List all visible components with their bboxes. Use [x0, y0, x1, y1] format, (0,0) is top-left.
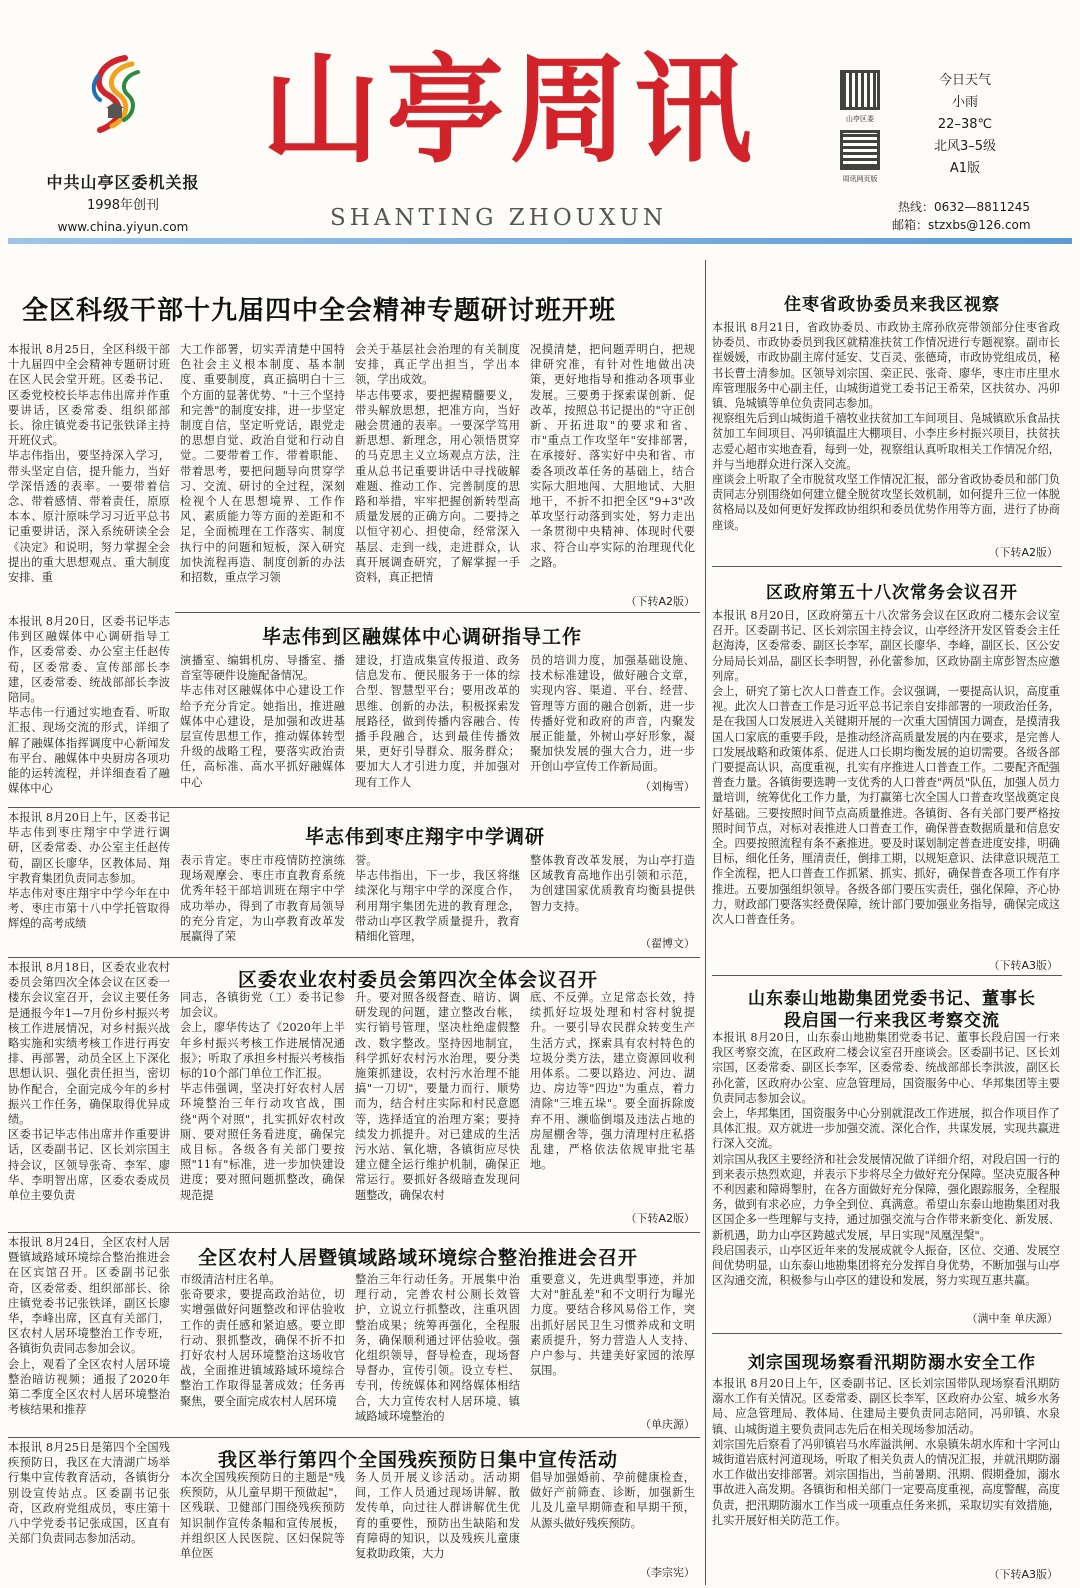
masthead: [0, 0, 1080, 250]
headline-r4: 刘宗国现场察看汛期防溺水安全工作: [748, 1353, 1036, 1373]
qr-code-1-caption: 山亭区委: [846, 115, 874, 123]
edition-number: A1版: [949, 161, 981, 176]
a6-col1: 本报讯 8月25日是第四个全国残疾预防日，我区在大清湖广场举行集中宣传教育活动，各镇街分别设宣传站点。区委副书记张奇，区政府党组成员，枣庄第十八中学党委书记张成国，区直有关部门负责同志参加活动。: [8, 1441, 170, 1546]
a6-col4: 倡导加强婚前、孕前健康检查，做好产前筛查、诊断，加强新生儿及儿童早期筛查和早期干预，从源头做好残疾预防。: [530, 1471, 695, 1530]
headline-a6: 我区举行第四个全国残疾预防日集中宣传活动: [218, 1449, 619, 1471]
headline-a5: 全区农村人居暨镇域路域环境综合整治推进会召开: [198, 1247, 639, 1269]
divider-a4: [8, 1232, 700, 1233]
website-link[interactable]: www.china.yiyun.com: [57, 220, 189, 234]
masthead-title: 山亭周讯: [262, 40, 759, 179]
email[interactable]: 邮箱：stzxbs@126.com: [892, 218, 1031, 232]
a5-col3: 整治三年行动任务。开展集中治理行动，完善农村公厕长效管护，立说立行抓整改，注重巩固整治成果；统筹再强化，全程服务，确保顺利通过评估验收。强化组织领导，督导检查，现场督导督办，宣传引领。设立专栏、专刊，传统媒体和网络媒体相结合，大力宣传农村人居环境、镇域路域环境整治的: [355, 1273, 520, 1423]
masthead-rule: [8, 238, 1072, 244]
divider-a5: [8, 1437, 700, 1438]
r1-body: 本报讯 8月21日，省政协委员、市政协主席孙欣亮带领部分住枣省政协委员、市政协委员到我区就精准扶贫工作情况进行专题视察。副市长崔媛媛，市政协副主席付延安、艾百灵、张德琦，市政协党组成员，秘书长曹士清参加。区领导刘宗国、栾正民、张奇、廖华，枣庄市庄里水库管理服务中心副主任，山城街道党工委书记王希荣，区扶贫办、冯卯镇、凫城镇等单位负责同志参加。 视察组先后到山城街道千禧牧业扶贫加工车间项目、凫城镇欧乐食品扶贫加工车间项目、冯卯镇温庄大棚项目、小李庄乡村振兴项目，扶贫扶志爱心超市实地查看，每到一处，视察组认真听取相关工作情况介绍，并与当地群众进行深入交流。 座谈会上听取了全市脱贫攻坚工作情况汇报，部分省政协委员和部门负责同志分别围绕如何建立健全脱贫攻坚长效机制，如何提升三位一体脱贫格局以及如何更好发挥政协组织和委员优势作用等方面，进行了协商座谈。: [712, 321, 1060, 532]
r3-credit: （满中奎 单庆源）: [966, 1312, 1058, 1325]
divider-a3: [8, 957, 700, 958]
headline-r3-line2: 段启国一行来我区考察交流: [784, 1011, 1000, 1031]
a6-credit: （李宗宪）: [640, 1566, 695, 1579]
divider-r1: [712, 566, 1062, 567]
a3-col4: 整体教育改革发展，为山亭打造区域教育高地作出引领和示范，为创建国家优质教育均衡县提供智力支持。: [530, 854, 695, 913]
a4-col2: 同志，各镇街党（工）委书记参加会议。 会上，廖华传达了《2020年上半年乡村振兴考核工作进展情况通报》；听取了承担乡村振兴考核指标的10个部门单位工作汇报。 毕志伟强调，坚决打好农村人居环境整治三年行动攻官战，围绕"两个对照"，扎实抓好农村改厕、要对照任务看进度，确保完成目标。各级各有关部门要按照"11有"标准，进一步加快建设进度；要对照问题抓整改，确保规范提: [180, 991, 345, 1202]
a2-col4: 员的培训力度，加强基础设施、技术标准建设，做好融合文章，实现内容、渠道、平台、经营、管理等方面的融合创新，进一步传播好党和政府的声音，内聚发展正能量，外树山亭好形象，凝聚加快发展的强大合力，进一步开创山亭宣传工作新局面。: [530, 654, 695, 774]
a5-col1: 本报讯 8月24日，全区农村人居暨镇域路域环境综合整治推进会在区宾馆召开。区委副书记张奇，区委常委、组织部部长、徐庄镇党委书记张铁译，副区长廖华，李峰出席，区直有关部门，区农村人居环境整治工作专班，各镇街负责同志参加会议。 会上，观看了全区农村人居环境整治暗访视频；通报了2020年第二季度全区农村人居环境整治考核结果和推荐: [8, 1236, 170, 1417]
r2-body: 本报讯 8月20日，区政府第五十八次常务会议在区政府二楼东会议室召开。区委副书记、区长刘宗国主持会议，山亭经济开发区管委会主任赵海涛，区委常委、副区长李军，副区长廖华、李峰，副区长、区公安分局局长刘品，副区长李明智，孙化蕾参加，区政协副主席彭智杰应邀列席。 会上，研究了第七次人口普查工作。会议强调，一要提高认识，高度重视。此次人口普查工作是习近平总书记亲自安排部署的一项政治任务，是在我国人口发展进入关键期开展的一次重大国情国力调查，是摸清我国人口家底的重要手段，是推动经济高质量发展的内在要求，是完善人口发展战略和政策体系、促进人口长期均衡发展的迫切需要。各级各部门要提高认识，高度重视，扎实有序推进人口普查工作。二要配齐配强普查力量。各镇街要选聘一支优秀的人口普查"两员"队伍，加强人员力量培训，统筹优化工作力量，为打赢第七次全国人口普查攻坚战奠定良好基础。三要按照时间节点高质量推进。各镇街、各有关部门要严格按照时间节点，对标对表推进人口普查工作，确保普查数据质量和信息安全。四要按照流程有条不紊推进。要及时谋划制定普查进度安排，明确目标，细化任务，厘清责任，倒排工期，以规矩意识、法律意识规范工作全流程，把人口普查工作抓紧、抓实、抓好，确保普查各项工作有序推进。五要加强组织领导。各级各部门要压实责任，强化保障，齐心协力，财政部门要落实经费保障，统计部门要加强业务指导，确保完成这次人口普查任务。: [712, 609, 1060, 927]
headline-a4: 区委农业农村委员会第四次全体会议召开: [238, 969, 599, 991]
a4-credit: （下转A2版）: [625, 1212, 695, 1225]
a5-credit: （单庆源）: [640, 1418, 695, 1431]
headline-a2: 毕志伟到区融媒体中心调研指导工作: [262, 626, 583, 648]
r3-body: 本报讯 8月20日，山东泰山地勘集团党委书记、董事长段启国一行来我区考察交流，在区政府二楼会议室召开座谈会。区委副书记、区长刘宗国，区委常委、副区长李军，区委常委、统战部部长李洪波，副区长孙化蕾，区政府办公室、应急管理局，国资服务中心、华邦集团等主要负责同志参加会议。 会上，华邦集团，国资服务中心分别就混改工作进展，拟合作项目作了具体汇报。双方就进一步加强交流、深化合作，共谋发展，实现共赢进行深入交流。 刘宗国从我区主要经济和社会发展情况做了详细介绍，对段启国一行的到来表示热烈欢迎，并表示下步将尽全力做好充分保障。坚决克服各种不利因素和障碍掣肘，在各方面做好充分保障，强化跟踪服务，全程服务，做到有求必应，力争全到位、真满意。希望山东泰山地勘集团对我区国企多一些理解与支持，通过加强交流与合作带来新变化、新发展、新机遇，助力山亭区跨越式发展，早日实现"凤凰涅槃"。 段启国表示，山亭区近年来的发展成就令人振奋，区位、交通、发展空间优势明显，山东泰山地勘集团将充分发挥自身优势，不断加强与山亭区沟通交流，积极参与山亭区的建设和发展，努力实现互惠共赢。: [712, 1031, 1060, 1288]
a1-col4: 况摸清楚，把问题弄明白，把规律研究准，有针对性地做出决策，更好地指导和推动各项事业发展。三要勇于探索谋创新、促改革，按照总书记提出的"守正创新、开拓进取"的要求和省、市"重点工作攻坚年"安排部署，在承接好、落实好中央和省、市委各项改革任务的基础上，结合实际大胆地闯、大胆地试、大胆地干，不折不扣把全区"9+3"改革攻坚行动落到实处，努力走出一条贯彻中央精神、体现时代要求、符合山亭实际的治理现代化之路。: [530, 343, 695, 569]
a5-col4: 重要意义，先进典型事迹，并加大对"脏乱差"和不文明行为曝光力度。要结合移风易俗工作，突出抓好居民卫生习惯养成和文明素质提升，努力营造人人支持、户户参与、共建美好家园的浓厚氛围。: [530, 1273, 695, 1378]
a2-col3: 建设，打造成集宣传报道、政务信息发布、便民服务于一体的综合型、智慧型平台；要用改革的思维、创新的办法，积极探索发展路径，做到传播内容融合、传播手段融合，达到最佳传播效果，更好引导群众、服务群众；要加大人才引进力度，并加强对现有工作人: [355, 654, 520, 789]
r4-credit: （下转A3版）: [988, 1568, 1058, 1581]
headline-r3-line1: 山东泰山地勘集团党委书记、董事长: [748, 989, 1036, 1009]
a3-col2: 表示肯定。枣庄市疫情防控演练现场观摩会、枣庄市直教育系统优秀年轻干部培训班在翔宇中学成功举办，得到了市教育局领导的充分肯定，为山亭教育改革发展赢得了荣: [180, 854, 345, 944]
a4-col3: 升。要对照各级督查、暗访、调研发现的问题，建立整改台帐，实行销号管理，坚决杜绝虚假整改、数字整改。坚持因地制宜，科学抓好农村污水治理，要分类施策抓建设，农村污水治理不能搞"一刀切"，要量力而行、顺势而为，结合村庄实际和村民意愿等，选择适宜的治理方案；要持续发力抓提升。对已建成的生活污水站、氧化塘，各镇街应尽快建立健全运行维护机制，确保正常运行。要抓好各级暗查发现问题整改，确保农村: [355, 991, 520, 1202]
a1-col2: 大工作部署，切实弄清楚中国特色社会主义根本制度、基本制度、重要制度，真正搞明白十三个方面的显著优势、"十三个坚持和完善"的制度安排，进一步坚定制度自信，坚定听党话，跟党走的思想自觉、政治自觉和行动自觉。二要带着工作、带着职能、带着思考，要把问题导向贯穿学习、交流、研讨的全过程，深刻检视个人在思想境界、工作作风、素质能力等方面的差距和不足，全面梳理在工作落实、制度执行中的问题和短板，深入研究加快流程再造、制度创新的办法和招数，重点学习领: [180, 343, 345, 585]
r2-credit: （下转A3版）: [988, 959, 1058, 972]
weather-condition: 小雨: [951, 95, 978, 110]
a3-col3: 誉。 毕志伟指出，下一步，我区将继续深化与翔宇中学的深度合作，利用翔宇集团先进的教育理念，带动山亭区教学质量提升，教育精细化管理，: [355, 854, 520, 944]
newspaper-logo-icon: [70, 50, 160, 140]
org-name: 中共山亭区委机关报: [46, 173, 200, 192]
divider-main-right: [705, 260, 706, 1585]
founded-year: 1998年创刊: [86, 198, 160, 213]
weather-temperature: 22–38℃: [937, 117, 993, 132]
a6-col3: 务人员开展义诊活动。活动期间，工作人员通过现场讲解、散发传单，向过往人群讲解优生优育的重要性，预防出生缺陷和发育障碍的知识，以及残疾儿童康复救助政策，大力: [355, 1471, 520, 1561]
qr-code-1[interactable]: [840, 70, 880, 110]
weather-wind: 北风3–5级: [933, 139, 997, 154]
divider-r2: [712, 975, 1062, 976]
divider-a1: [175, 612, 700, 613]
divider-a2: [8, 807, 700, 808]
a4-col4: 底、不反弹。立足常态长效，持续抓好垃圾处理和村容村貌提升。一要引导农民群众转变生产生活方式，探索具有农村特色的垃圾分类方法，建立资源回收利用体系。二要以路边、河边、湖边、房边等"四边"为重点，着力清除"三堆五垛"。要全面拆除废弃不用、濒临倒塌及违法占地的房屋棚舍等，强力清理村庄私搭乱建，严格依法依规审批宅基地。: [530, 991, 695, 1172]
masthead-pinyin: SHANTING ZHOUXUN: [330, 205, 667, 231]
qr-code-2-caption: 周讯网页版: [842, 175, 878, 183]
a3-col1: 本报讯 8月20日上午，区委书记毕志伟到枣庄翔宇中学进行调研，区委常委、办公室主任赵传荀，副区长廖华，区教体局、翔宇教育集团负责同志参加。 毕志伟对枣庄翔宇中学今年在中考、枣庄市第十八中学托管取得辉煌的高考成绩: [8, 811, 170, 931]
qr-code-2[interactable]: [840, 130, 880, 170]
headline-r1: 住枣省政协委员来我区视察: [784, 295, 1000, 315]
weather-box: [915, 70, 1015, 180]
weather-label: 今日天气: [938, 73, 991, 88]
a5-col2: 市级清洁村庄名单。 张奇要求，要提高政治站位，切实增强做好问题整改和评估验收工作的责任感和紧迫感。要立即行动、狠抓整改，确保不折不扣打好农村人居环境整治这场收官战，全面推进镇域路域环境综合整治工作取得显著成效；任务再聚焦，要全面完成农村人居环境: [180, 1273, 345, 1408]
headline-r2: 区政府第五十八次常务会议召开: [766, 583, 1018, 603]
a2-col1: 本报讯 8月20日，区委书记毕志伟到区融媒体中心调研指导工作，区委常委、办公室主任赵传荀，区委常委、宣传部部长李建，区委常委、统战部部长李波陪同。 毕志伟一行通过实地查看、听取汇报、现场交流的形式，详细了解了融媒体指挥调度中心新闻发布平台、融媒体中央厨房各项功能的运转流程，并详细查看了融媒体中心: [8, 615, 170, 796]
r1-credit: （下转A2版）: [988, 546, 1058, 559]
a1-col1: 本报讯 8月25日，全区科级干部十九届四中全会精神专题研讨班在区人民会堂开班。区委书记、区委党校校长毕志伟出席并作重要讲话，区委常委、组织部部长、徐庄镇党委书记张铁译主持开班仪式。 毕志伟指出，要坚持深入学习，带头坚定自信，提升能力，当好学深悟透的表率。一要带着信念、带着感情、带着责任，原原本本、原汁原味学习习近平总书记重要讲话，深入系统研读全会《决定》和说明，努力掌握全会提出的重大思想观点、重大制度安排、重: [8, 343, 170, 585]
headline-a1: 全区科级干部十九届四中全会精神专题研讨班开班: [22, 296, 617, 326]
headline-a3: 毕志伟到枣庄翔宇中学调研: [305, 826, 546, 848]
hotline: 热线：0632—8811245: [898, 200, 1030, 214]
a2-credit: （刘梅雪）: [640, 780, 695, 793]
a3-credit: （翟博文）: [640, 937, 695, 950]
divider-r3: [712, 1333, 1062, 1334]
a4-col1: 本报讯 8月18日，区委农业农村委员会第四次全体会议在区委一楼东会议室召开，会议主要任务是通报今年1—7月份乡村振兴考核工作进展情况，对乡村振兴战略实施和实绩考核工作进行再安排、再部署，动员全区上下深化思想认识、强化责任担当，密切协作配合，全面完成今年的乡村振兴工作任务，确保取得优异成绩。 区委书记毕志伟出席并作重要讲话，区委副书记、区长刘宗国主持会议，区领导张奇、李军、廖华、李明智出席，区委农委成员单位主要负责: [8, 961, 170, 1203]
a1-credit: （下转A2版）: [625, 595, 695, 608]
a2-col2: 演播室、编辑机房、导播室、播音室等硬件设施配备情况。 毕志伟对区融媒体中心建设工作给予充分肯定。她指出，推进融媒体中心建设，是加强和改进基层宣传思想工作，推动媒体转型升级的战略工程，要落实政治责任，高标准、高水平抓好融媒体中心: [180, 654, 345, 789]
a6-col2: 本次全国残疾预防日的主题是"残疾预防，从儿童早期干预做起"，区残联、卫健部门围绕残疾预防知识制作宣传条幅和宣传展板，并组织区人民医院、区妇保院等单位医: [180, 1471, 345, 1561]
a1-col3: 会关于基层社会治理的有关制度安排，真正学出担当，学出本领，学出成效。 毕志伟要求，要把握精髓要义，带头解放思想，把准方向，当好融会贯通的表率。一要深学笃用新思想、新理念，用心领悟贯穿的马克思主义立场观点方法，注重从总书记重要讲话中寻找破解难题、推动工作、完善制度的思路和举措，牢牢把握创新转型高质量发展的正确方向。二要持之以恒守初心、担使命，经常深入基层、走到一线，走进群众，认真开展调查研究，了解掌握一手资料，真正把情: [355, 343, 520, 585]
r4-body: 本报讯 8月20日上午，区委副书记、区长刘宗国带队现场察看汛期防溺水工作有关情况。区委常委、副区长李军，区政府办公室、城乡水务局、应急管理局、教体局、住建局主要负责同志陪同，冯卯镇、水泉镇、山城街道主要负责同志先后在相关现场参加活动。 刘宗国先后察看了冯卯镇岩马水库溢洪闸、水泉镇朱胡水库和十字河山城街道岩底村河道现场，听取了相关负责人的情况汇报，并就汛期防溺水工作做出安排部署。刘宗国指出，当前暑期、汛期、假期叠加，溺水事故进入高发期。各镇街和相关部门一定要高度重视，高度警醒，高度负责，把汛期防溺水工作当成一项重点任务来抓，采取切实有效措施，扎实开展好相关防范工作。: [712, 1377, 1060, 1527]
